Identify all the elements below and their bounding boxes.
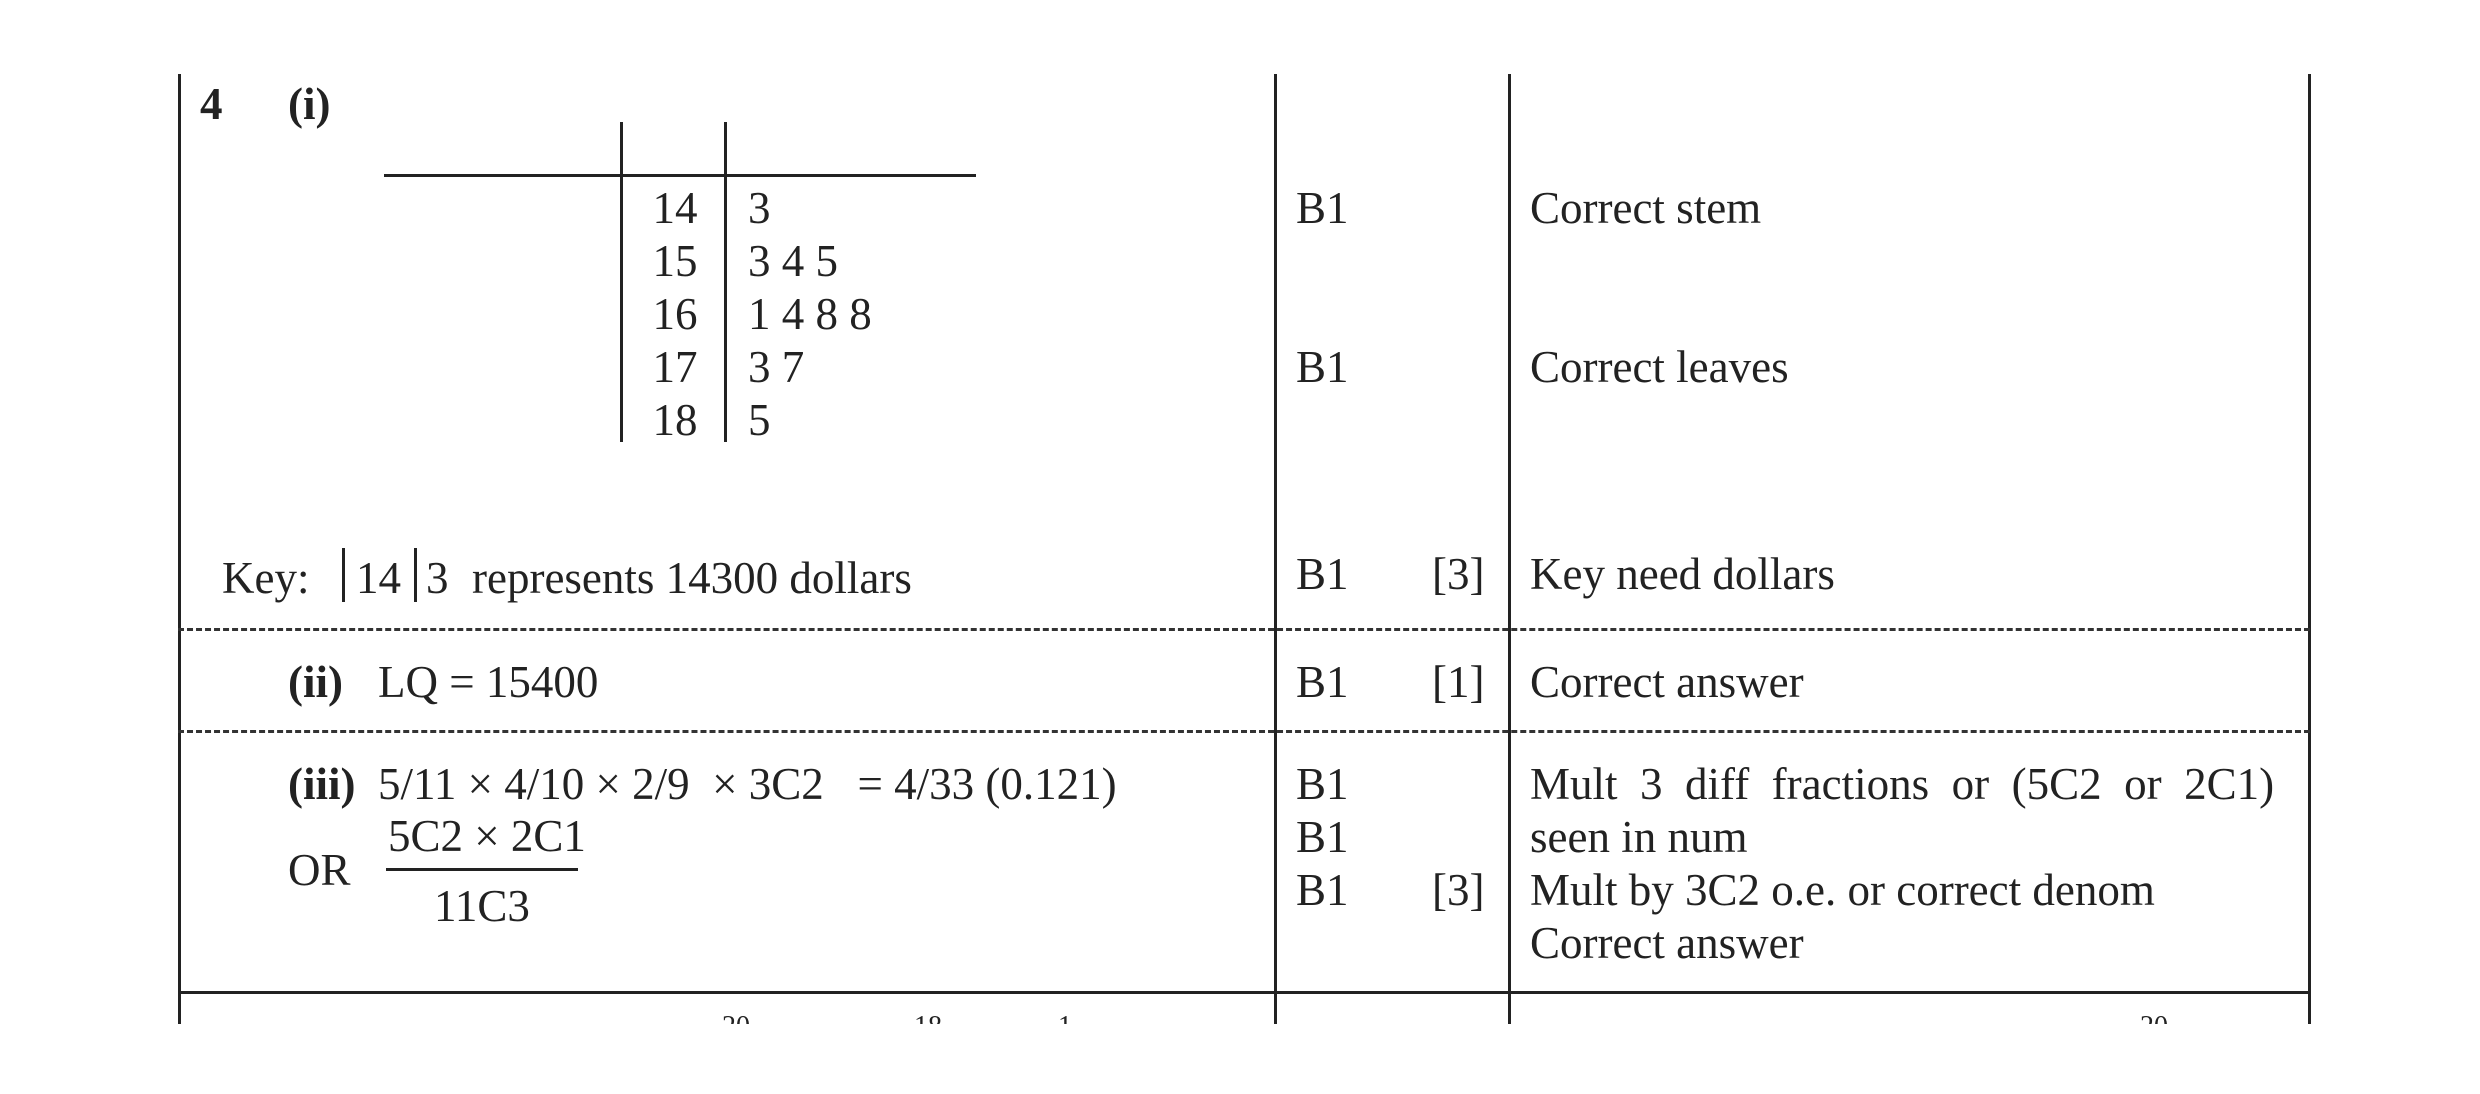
part-ii-label: (ii)	[288, 657, 343, 707]
guidance-note: Mult by 3C2 o.e. or correct denom	[1530, 865, 2155, 915]
fraction-denominator: 11C3	[434, 881, 530, 931]
guidance-note: seen in num	[1530, 812, 1748, 862]
leaf-values: 3 7	[748, 342, 805, 392]
leaf-values: 3	[748, 183, 771, 233]
guidance-note: Mult 3 diff fractions or (5C2 or 2C1)	[1530, 759, 2275, 809]
part-iii-answer: 5/11 × 4/10 × 2/9 × 3C2 = 4/33 (0.121)	[378, 759, 1117, 809]
row-divider-1	[178, 628, 2310, 631]
leaf-values: 5	[748, 395, 771, 445]
row-divider-2	[178, 730, 2310, 733]
stem-left-rule	[620, 122, 623, 442]
mark-total: [1]	[1432, 657, 1485, 707]
column-divider-marks	[1274, 74, 1277, 1024]
column-divider-guidance	[1508, 74, 1511, 1024]
mark-code: B1	[1296, 342, 1349, 392]
part-ii-answer: LQ = 15400	[378, 657, 599, 707]
mark-code: B1	[1296, 865, 1349, 915]
guidance-note: Key need dollars	[1530, 549, 1835, 599]
mark-code: B1	[1296, 183, 1349, 233]
stem-value: 15	[652, 236, 698, 286]
page-bottom-margin	[0, 1024, 2480, 1094]
table-border-left	[178, 74, 181, 1024]
leaf-values: 3 4 5	[748, 236, 838, 286]
stem-value: 17	[652, 342, 698, 392]
mark-code: B1	[1296, 549, 1349, 599]
stem-right-rule	[724, 122, 727, 442]
question-number: 4	[200, 79, 223, 129]
stem-leaf-top-rule	[384, 174, 976, 177]
mark-total: [3]	[1432, 549, 1485, 599]
row-divider-bottom	[178, 991, 2310, 994]
mark-code: B1	[1296, 812, 1349, 862]
key-leaf: 3	[426, 553, 449, 603]
key-bar-right	[414, 548, 417, 602]
guidance-note: Correct answer	[1530, 657, 1804, 707]
part-iii-label: (iii)	[288, 759, 356, 809]
guidance-note: Correct stem	[1530, 183, 1762, 233]
stem-value: 14	[652, 183, 698, 233]
key-description: represents 14300 dollars	[472, 553, 912, 603]
mark-code: B1	[1296, 759, 1349, 809]
fraction-numerator: 5C2 × 2C1	[388, 811, 586, 861]
stem-value: 18	[652, 395, 698, 445]
key-stem: 14	[356, 553, 401, 603]
stem-value: 16	[652, 289, 698, 339]
table-border-right	[2308, 74, 2311, 1024]
or-label: OR	[288, 845, 351, 895]
key-label: Key:	[222, 553, 310, 603]
mark-code: B1	[1296, 657, 1349, 707]
fraction-bar	[386, 868, 578, 871]
key-bar-left	[342, 548, 345, 602]
leaf-values: 1 4 8 8	[748, 289, 872, 339]
guidance-note: Correct answer	[1530, 918, 1804, 968]
mark-total: [3]	[1432, 865, 1485, 915]
guidance-note: Correct leaves	[1530, 342, 1789, 392]
part-i-label: (i)	[288, 79, 331, 129]
